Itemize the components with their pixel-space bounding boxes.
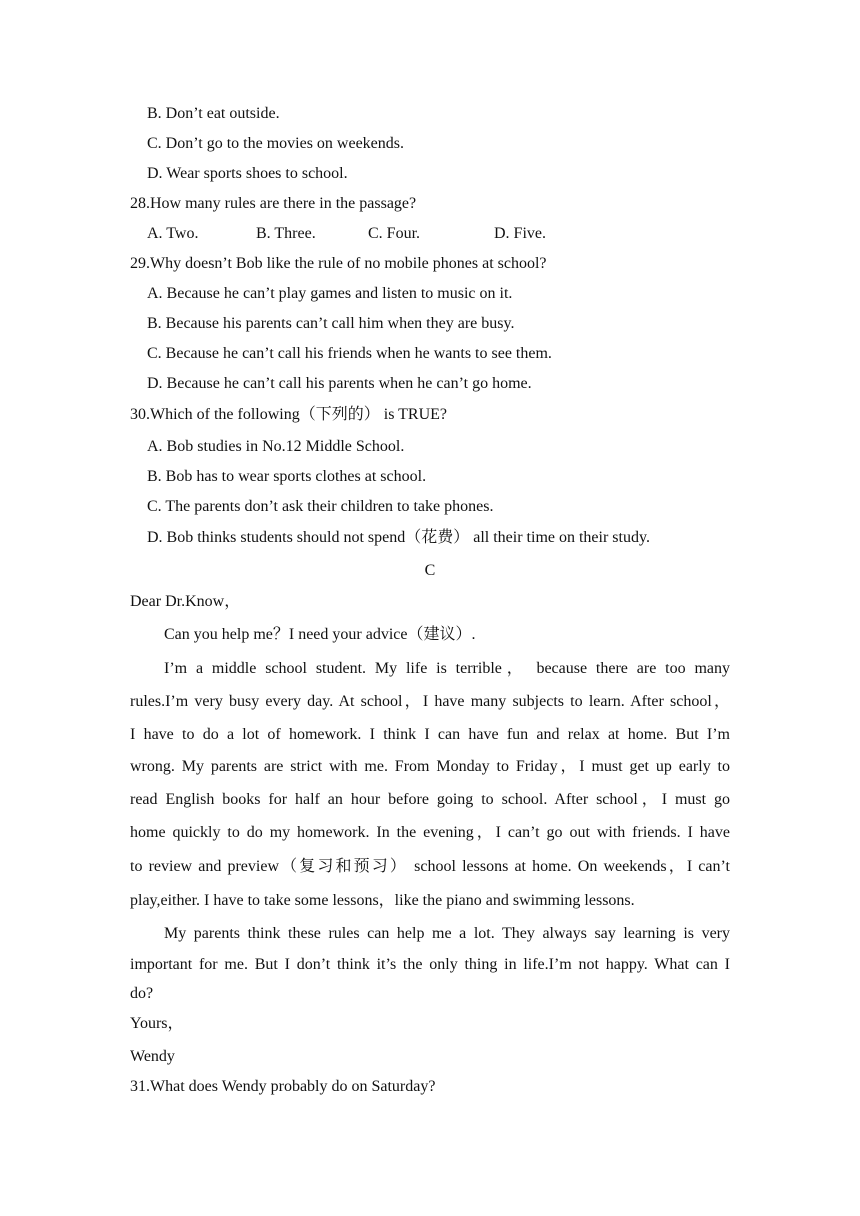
letter-paragraph-2-line: I’m a middle school student. My life is terrible， because there are too many (164, 660, 730, 677)
letter-paragraph-3-last-line: do? (130, 985, 154, 1002)
q28-option-c: C. Four. (368, 225, 421, 242)
letter-paragraph-2-line: home quickly to do my homework. In the evening，I can’t go out with friends. I have (130, 824, 730, 841)
q30-option-a: A. Bob studies in No.12 Middle School. (147, 438, 405, 455)
letter-paragraph-2-last-line: play,either. I have to take some lessons，like the piano and swimming lessons. (130, 892, 635, 909)
letter-signature: Wendy (130, 1048, 175, 1065)
q27-option-c: C. Don’t go to the movies on weekends. (147, 135, 405, 152)
letter-paragraph-2-line: to review and preview（复习和预习） school lessons at home. On weekends，I can’t (130, 858, 730, 875)
q30-option-c: C. The parents don’t ask their children to take phones. (147, 498, 494, 515)
q30-option-b: B. Bob has to wear sports clothes at school. (147, 468, 427, 485)
letter-paragraph-2-line: I have to do a lot of homework. I think I can have fun and relax at home. But I’m (130, 726, 730, 743)
letter-paragraph-3-line: My parents think these rules can help me a lot. They always say learning is very (164, 925, 730, 942)
q30-question: 30.Which of the following（下列的） is TRUE? (130, 406, 448, 423)
q29-question: 29.Why doesn’t Bob like the rule of no mobile phones at school? (130, 255, 547, 272)
letter-paragraph-2-line: wrong. My parents are strict with me. From Monday to Friday，I must get up early to (130, 758, 730, 775)
letter-paragraph-2-line: rules.I’m very busy every day. At school，I have many subjects to learn. After school， (130, 693, 730, 710)
letter-paragraph-1: Can you help me？I need your advice（建议）. (164, 626, 476, 643)
q29-option-d: D. Because he can’t call his parents when he can’t go home. (147, 375, 532, 392)
section-label: C (424, 562, 436, 579)
q29-option-a: A. Because he can’t play games and listen to music on it. (147, 285, 513, 302)
q27-option-b: B. Don’t eat outside. (147, 105, 280, 122)
letter-greeting: Dear Dr.Know， (130, 593, 241, 610)
letter-paragraph-2-line: read English books for half an hour before going to school. After school，I must go (130, 791, 730, 808)
q29-option-c: C. Because he can’t call his friends when he wants to see them. (147, 345, 552, 362)
q28-question: 28.How many rules are there in the passage? (130, 195, 417, 212)
q30-option-d: D. Bob thinks students should not spend（花费） all their time on their study. (147, 529, 650, 546)
q31-question: 31.What does Wendy probably do on Saturday? (130, 1078, 436, 1095)
q28-option-b: B. Three. (256, 225, 316, 242)
letter-closing: Yours， (130, 1015, 184, 1032)
q28-option-a: A. Two. (147, 225, 199, 242)
q28-option-d: D. Five. (494, 225, 546, 242)
q29-option-b: B. Because his parents can’t call him when they are busy. (147, 315, 515, 332)
letter-paragraph-3-line: important for me. But I don’t think it’s the only thing in life.I’m not happy. What can I (130, 956, 730, 973)
q27-option-d: D. Wear sports shoes to school. (147, 165, 348, 182)
